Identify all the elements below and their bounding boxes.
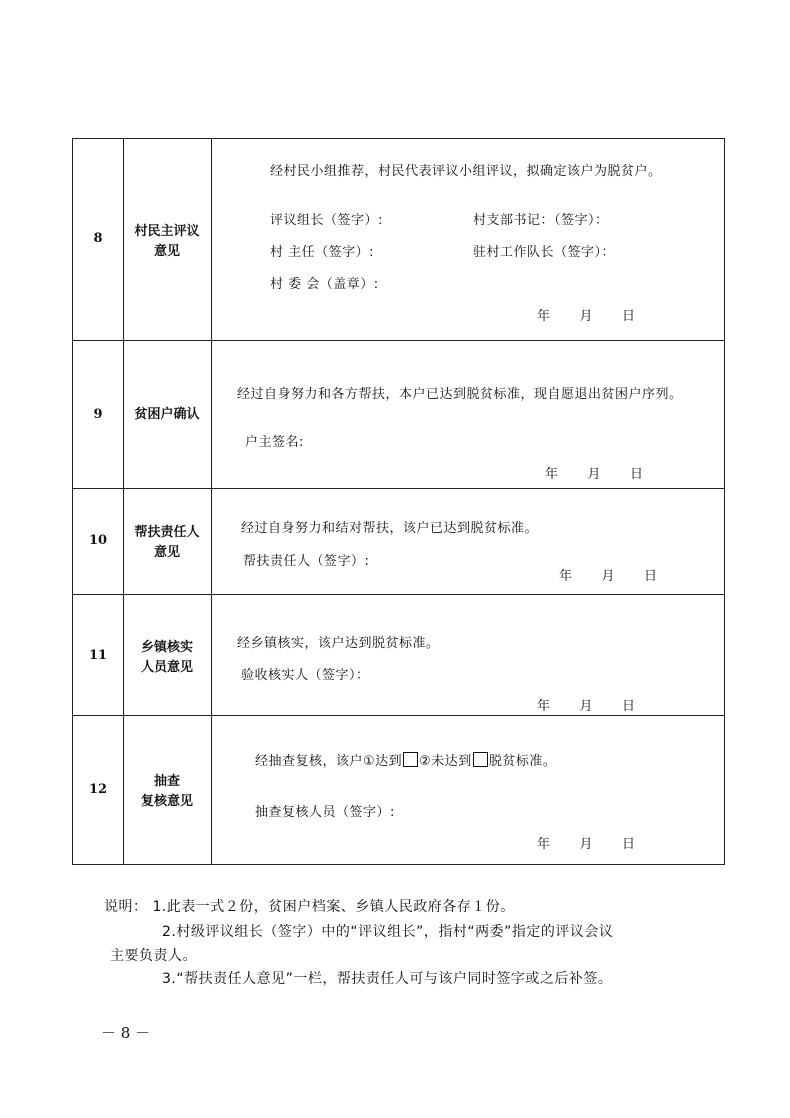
note-line-1: 说明： 1.此表一式２份，贫困户档案、乡镇人民政府各存１份。 <box>104 899 515 915</box>
signature-field: 抽查复核人员（签字）: <box>255 805 395 820</box>
row-number: 10 <box>88 533 108 548</box>
checkbox-reached[interactable] <box>403 752 418 767</box>
note-line-3: 主要负责人。 <box>110 948 197 964</box>
statement-text: 经过自身努力和各方帮扶，本户已达到脱贫标准，现自愿退出贫困户序列。 <box>237 387 683 402</box>
form-table <box>72 138 725 865</box>
statement-text: 经抽查复核，该户①达到 ②未达到 脱贫标准。 <box>255 754 557 769</box>
signature-field: 村 委 会（盖章）: <box>270 277 379 292</box>
row-label: 抽查 复核意见 <box>140 774 193 809</box>
signature-field: 村 主任（签字）: <box>270 245 375 260</box>
row-number: 9 <box>93 407 103 422</box>
table-row-9 <box>73 341 724 489</box>
signature-field: 评议组长（签字）: <box>270 213 383 228</box>
date-line: 年 月 日 <box>537 837 636 852</box>
row-label: 村民主评议 意见 <box>134 224 200 259</box>
row-number: 11 <box>88 648 108 663</box>
date-line: 年 月 日 <box>559 569 658 584</box>
signature-field: 驻村工作队长（签字）： <box>473 245 616 260</box>
signature-field: 村支部书记：（签字）： <box>473 213 609 228</box>
statement-text: 经乡镇核实，该户达到脱贫标准。 <box>237 636 440 651</box>
signature-field: 帮扶责任人（签字）: <box>243 554 370 569</box>
row-label: 贫困户确认 <box>134 407 200 422</box>
table-row-10 <box>73 489 724 595</box>
note-line-4: 3.“帮扶责任人意见”一栏，帮扶责任人可与该户同时签字或之后补签。 <box>162 971 613 987</box>
row-label: 乡镇核实 人员意见 <box>140 640 193 675</box>
row-label: 帮扶责任人 意见 <box>134 525 200 560</box>
signature-field: 户主签名: <box>245 435 304 450</box>
table-row-12 <box>73 716 724 866</box>
date-line: 年 月 日 <box>537 699 636 714</box>
page-number: － 8 － <box>101 1024 151 1042</box>
statement-text: 经村民小组推荐，村民代表评议小组评议，拟确定该户为脱贫户。 <box>270 164 662 179</box>
checkbox-not-reached[interactable] <box>473 752 488 767</box>
row-number: 8 <box>93 231 103 246</box>
date-line: 年 月 日 <box>537 309 636 324</box>
statement-text: 经过自身努力和结对帮扶，该户已达到脱贫标准。 <box>241 521 539 536</box>
signature-field: 验收核实人（签字）： <box>241 668 370 683</box>
table-row-8 <box>73 139 724 341</box>
note-line-2: 2.村级评议组长（签字）中的“评议组长”，指村“两委”指定的评议会议 <box>162 924 614 940</box>
row-number: 12 <box>88 782 108 797</box>
table-row-11 <box>73 595 724 716</box>
date-line: 年 月 日 <box>545 467 644 482</box>
